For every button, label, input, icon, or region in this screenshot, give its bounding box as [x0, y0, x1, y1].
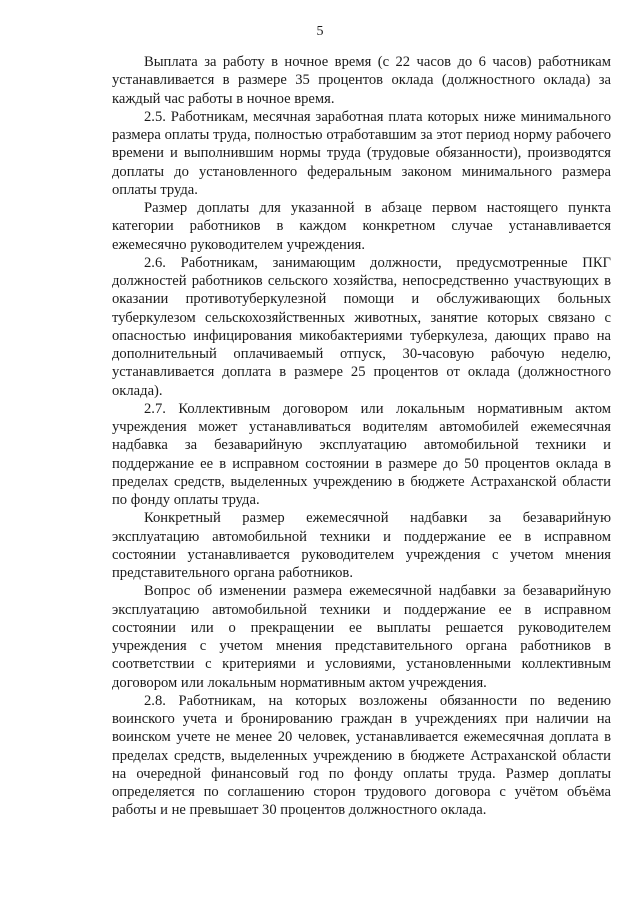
paragraph-2-5-amount: Размер доплаты для указанной в абзаце первом настоящего пункта категории работников в каждом конкретном случае устанавливается ежемесячно руководителем учреждения. [112, 200, 611, 253]
paragraph-2-7: 2.7. Коллективным договором или локальным нормативным актом учреждения может устанавливаться водителям автомобилей ежемесячная надбавка за безаварийную эксплуатацию автомобильной техники и поддержание ее в исправном состоянии в размере до 50 процентов оклада в пределах средств, выделенных учреждению в бюджете Астраханской области по фонду оплаты труда. [112, 400, 611, 508]
paragraph-2-5: 2.5. Работникам, месячная заработная плата которых ниже минимального размера оплаты труда, полностью отработавшим за этот период норму рабочего времени и выполнившим нормы труда (трудовые обязанности), производятся доплаты до установленного федеральным законом минимального размера оплаты труда. [112, 108, 611, 198]
page-number: 5 [316, 24, 324, 39]
paragraph-night-work: Выплата за работу в ночное время (с 22 часов до 6 часов) работникам устанавливается в размере 35 процентов оклада (должностного оклада) за каждый час работы в ночное время. [112, 54, 611, 107]
paragraph-2-7-change: Вопрос об изменении размера ежемесячной надбавки за безаварийную эксплуатацию автомобильной техники и поддержание ее в исправном состоянии или о прекращении ее выплаты решается руководителем учреждения с учетом мнения представительного органа работников в соответствии с критериями и условиями, установленными коллективным договором или локальным нормативным актом учреждения. [112, 583, 611, 691]
paragraph-2-8: 2.8. Работникам, на которых возложены обязанности по ведению воинского учета и бронированию граждан в учреждениях при наличии на воинском учете не менее 20 человек, устанавливается ежемесячная доплата в пределах средств, выделенных учреждению в бюджете Астраханской области на очередной финансовый год по фонду оплаты труда. Размер доплаты определяется по соглашению сторон трудового договора с учётом объёма работы и не превышает 30 процентов должностного оклада. [112, 692, 611, 819]
paragraph-2-7-specific: Конкретный размер ежемесячной надбавки за безаварийную эксплуатацию автомобильной техники и поддержание ее в исправном состоянии устанавливается руководителем учреждения с учетом мнения представительного органа работников. [112, 510, 611, 581]
document-body [112, 53, 611, 820]
paragraph-2-6: 2.6. Работникам, занимающим должности, предусмотренные ПКГ должностей работников сельского хозяйства, непосредственно участвующих в оказании противотуберкулезной помощи и обслуживающих больных туберкулезом сельскохозяйственных животных, занятие которых связано с опасностью инфицирования микобактериями туберкулеза, дающих право на дополнительный оплачиваемый отпуск, 30-часовую рабочую неделю, устанавливается доплата в размере 25 процентов от оклада (должностного оклада). [112, 254, 611, 399]
